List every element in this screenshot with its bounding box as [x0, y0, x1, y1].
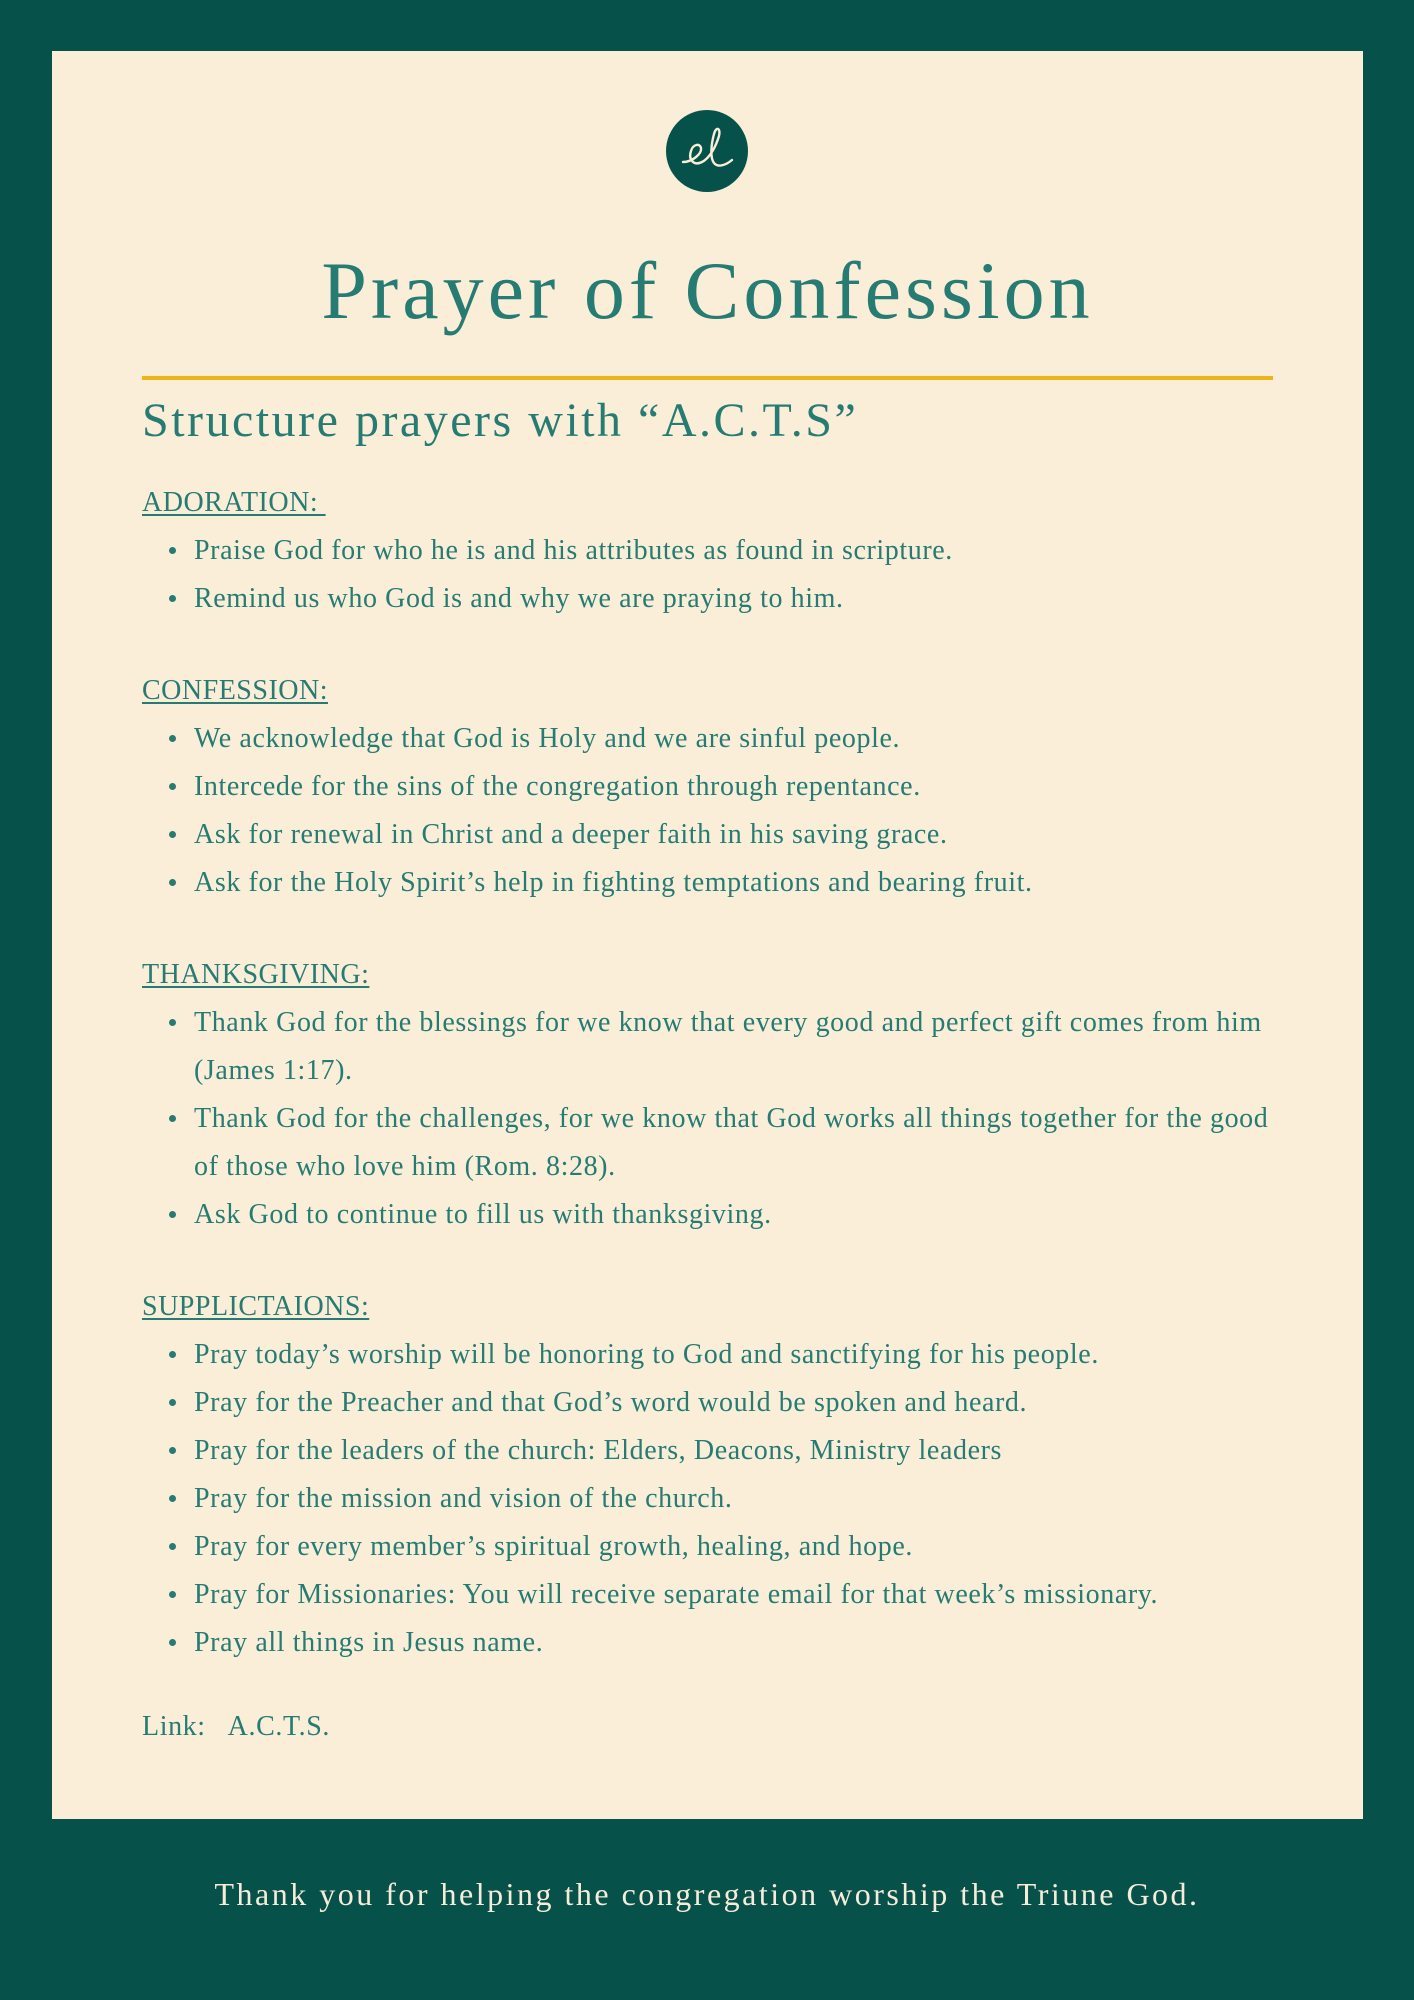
section-heading: ADORATION:: [142, 487, 326, 518]
list-item: [142, 715, 1282, 763]
list-item: [142, 859, 1282, 907]
bullet-icon: [169, 547, 176, 554]
section: [142, 671, 1282, 907]
list-item-text: Pray today’s worship will be honoring to God and sanctifying for his people.: [194, 1339, 1099, 1370]
list-item-text: Intercede for the sins of the congregation through repentance.: [194, 771, 921, 802]
bullet-icon: [169, 1447, 176, 1454]
list-item-text: Pray for the mission and vision of the church.: [194, 1483, 733, 1514]
bullet-icon: [169, 1543, 176, 1550]
list-item-text: Pray for Missionaries: You will receive separate email for that week’s missionary.: [194, 1579, 1159, 1610]
acts-link[interactable]: A.C.T.S.: [227, 1711, 330, 1742]
sections-list: [142, 483, 1282, 1667]
list-item: [142, 575, 1282, 623]
list-item: [142, 1571, 1282, 1619]
list-item-text: Thank God for the challenges, for we know that God works all things together for the good of those who love him (Rom. 8:28).: [194, 1103, 1269, 1182]
link-label: Link:: [142, 1711, 206, 1742]
list-item: [142, 811, 1282, 859]
bullet-icon: [169, 1591, 176, 1598]
list-item-text: Remind us who God is and why we are praying to him.: [194, 583, 844, 614]
list-item-text: Pray for the leaders of the church: Elders, Deacons, Ministry leaders: [194, 1435, 1003, 1466]
bullet-icon: [169, 1351, 176, 1358]
section: [142, 955, 1282, 1239]
section: [142, 483, 1282, 623]
footer-message: Thank you for helping the congregation worship the Triune God.: [214, 1876, 1200, 1912]
bullet-icon: [169, 879, 176, 886]
bullet-list: [142, 715, 1282, 907]
list-item-text: Ask for the Holy Spirit’s help in fighting temptations and bearing fruit.: [194, 867, 1033, 898]
list-item: [142, 1475, 1282, 1523]
list-item-text: Pray for every member’s spiritual growth, healing, and hope.: [194, 1531, 913, 1562]
bullet-icon: [169, 1639, 176, 1646]
list-item: [142, 1619, 1282, 1667]
section-heading: SUPPLICTAIONS:: [142, 1291, 370, 1322]
bullet-list: [142, 1331, 1282, 1667]
section-heading: CONFESSION:: [142, 675, 328, 706]
bullet-icon: [169, 1115, 176, 1122]
link-line: [142, 1707, 1282, 1747]
el-monogram-icon: [666, 110, 748, 192]
list-item: [142, 1095, 1282, 1191]
bullet-icon: [169, 595, 176, 602]
list-item-text: Praise God for who he is and his attributes as found in scripture.: [194, 535, 953, 566]
bullet-icon: [169, 1211, 176, 1218]
list-item-text: Pray for the Preacher and that God’s word would be spoken and heard.: [194, 1387, 1028, 1418]
list-item-text: Pray all things in Jesus name.: [194, 1627, 544, 1658]
list-item: [142, 1191, 1282, 1239]
list-item-text: Ask God to continue to fill us with thanksgiving.: [194, 1199, 772, 1230]
list-item: [142, 1523, 1282, 1571]
content-card: [52, 51, 1363, 1819]
list-item: [142, 763, 1282, 811]
list-item: [142, 1331, 1282, 1379]
list-item: [142, 1427, 1282, 1475]
bullet-icon: [169, 1019, 176, 1026]
list-item: [142, 527, 1282, 575]
list-item-text: We acknowledge that God is Holy and we are sinful people.: [194, 723, 901, 754]
bullet-list: [142, 527, 1282, 623]
list-item-text: Thank God for the blessings for we know that every good and perfect gift comes from him (James 1:17).: [194, 1007, 1262, 1086]
list-item: [142, 1379, 1282, 1427]
prayer-guide: [142, 483, 1282, 1747]
page-title: Prayer of Confession: [321, 245, 1094, 336]
page-subtitle: Structure prayers with “A.C.T.S”: [142, 394, 859, 447]
bullet-icon: [169, 831, 176, 838]
divider: [142, 376, 1273, 380]
bullet-icon: [169, 1495, 176, 1502]
list-item-text: Ask for renewal in Christ and a deeper faith in his saving grace.: [194, 819, 948, 850]
bullet-icon: [169, 735, 176, 742]
bullet-icon: [169, 1399, 176, 1406]
section-heading: THANKSGIVING:: [142, 959, 370, 990]
bullet-icon: [169, 783, 176, 790]
bullet-list: [142, 999, 1282, 1239]
section: [142, 1287, 1282, 1667]
list-item: [142, 999, 1282, 1095]
